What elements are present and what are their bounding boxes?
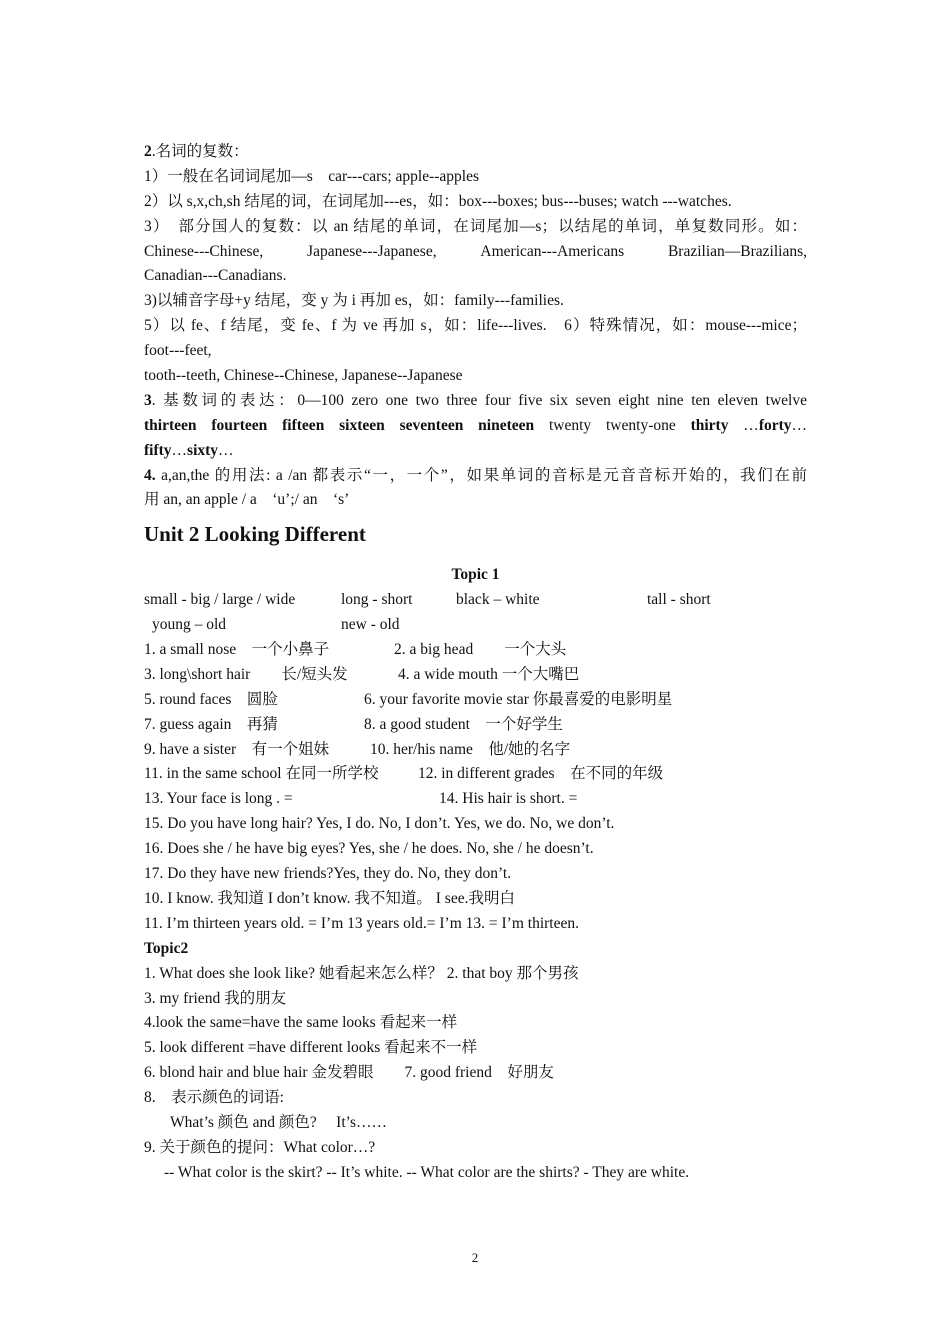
plural-rule-y: 3)以辅音字母+y 结尾，变 y 为 i 再加 es，如：family---families.: [144, 292, 564, 310]
cardinal-numbers-line-3: fifty…sixty…: [144, 441, 234, 459]
topic2-line-8: 8. 表示颜色的词语:: [144, 1089, 284, 1107]
cardinal-numbers-line-1: 3. 基数词的表达：0—100 zero one two three four five six seven eight nine ten eleven twelve: [144, 391, 807, 409]
page-content: [144, 140, 807, 1186]
topic-1-title: Topic 1: [451, 566, 500, 584]
page-number: 2: [471, 1250, 479, 1265]
topic2-line-3: 3. my friend 我的朋友: [144, 989, 287, 1007]
topic2-line-6: 6. blond hair and blue hair 金发碧眼 7. good friend 好朋友: [144, 1064, 554, 1082]
articles-usage-line-1: 4. a,an,the 的用法: a /an 都表示“一，一个”，如果单词的音标是元音音标开始的，我们在前: [144, 466, 807, 484]
section-2-heading: 2.名词的复数：: [144, 143, 249, 160]
expression-line-11: 11. I’m thirteen years old. = I’m 13 years old.= I’m 13. = I’m thirteen.: [144, 914, 579, 932]
phrase-row: 3. long\short hair 长/短头发 4. a wide mouth 一个大嘴巴: [144, 665, 580, 683]
phrase-row: 9. have a sister 有一个姐妹 10. her/his name 他/她的名字: [144, 740, 571, 758]
topic2-line-1: 1. What does she look like? 她看起来怎么样？ 2. that boy 那个男孩: [144, 964, 579, 982]
topic2-line-8-example: What’s 颜色 and 颜色? It’s……: [170, 1113, 387, 1131]
plural-rule-3-examples: Chinese---Chinese, Japanese---Japanese, American---Americans Brazilian—Brazilians,: [144, 242, 807, 260]
plural-rule-6-examples: tooth--teeth, Chinese--Chinese, Japanese--Japanese: [144, 367, 463, 385]
topic-2-title: Topic2: [144, 939, 189, 957]
phrase-row: 7. guess again 再猜 8. a good student 一个好学生: [144, 715, 563, 733]
phrase-row: 11. in the same school 在同一所学校 12. in different grades 在不同的年级: [144, 765, 664, 783]
dialogue-line-16: 16. Does she / he have big eyes? Yes, she / he does. No, she / he doesn’t.: [144, 840, 594, 858]
adjective-pairs-2: young – old new - old: [152, 616, 400, 634]
unit-title: Unit 2 Looking Different: [144, 522, 366, 547]
plural-rule-1: 1）一般在名词词尾加—s car---cars; apple--apples: [144, 167, 479, 185]
topic2-line-9-example: -- What color is the skirt? -- It’s white. -- What color are the shirts? - They are white.: [164, 1163, 690, 1181]
phrase-row: 5. round faces 圆脸 6. your favorite movie star 你最喜爱的电影明星: [144, 690, 673, 708]
adjective-pairs-1: small - big / large / wide long - short black – white tall - short: [144, 591, 711, 609]
topic2-line-5: 5. look different =have different looks 看起来不一样: [144, 1039, 478, 1057]
dialogue-line-17: 17. Do they have new friends?Yes, they do. No, they don’t.: [144, 865, 512, 883]
topic2-line-4: 4.look the same=have the same looks 看起来一样: [144, 1014, 458, 1032]
phrase-row: 1. a small nose 一个小鼻子 2. a big head 一个大头: [144, 641, 567, 659]
articles-usage-line-2: 用 an, an apple / a ‘u’;/ an ‘s’: [144, 491, 350, 509]
plural-rule-2: 2）以 s,x,ch,sh 结尾的词，在词尾加---es，如：box---boxes; bus---buses; watch ---watches.: [144, 192, 732, 210]
plural-rule-3-examples-cont: Canadian---Canadians.: [144, 267, 287, 285]
dialogue-line-15: 15. Do you have long hair? Yes, I do. No, I don’t. Yes, we do. No, we don’t.: [144, 815, 615, 833]
plural-rule-3: 3） 部分国人的复数：以 an 结尾的单词，在词尾加—s；以结尾的单词，单复数同形。如：: [144, 217, 807, 235]
phrase-row: 13. Your face is long . = 14. His hair is short. =: [144, 790, 578, 808]
plural-rule-5-6: 5）以 fe、f 结尾，变 fe、f 为 ve 再加 s，如：life---lives. 6）特殊情况，如：mouse---mice；: [144, 317, 807, 335]
cardinal-numbers-line-2: thirteen fourteen fifteen sixteen seventeen nineteen twenty twenty-one thirty …forty…: [144, 416, 807, 434]
plural-rule-6-cont: foot---feet,: [144, 342, 212, 360]
expression-line-10: 10. I know. 我知道 I don’t know. 我不知道。 I see.我明白: [144, 889, 515, 907]
topic2-line-9: 9. 关于颜色的提问：What color…?: [144, 1138, 376, 1156]
